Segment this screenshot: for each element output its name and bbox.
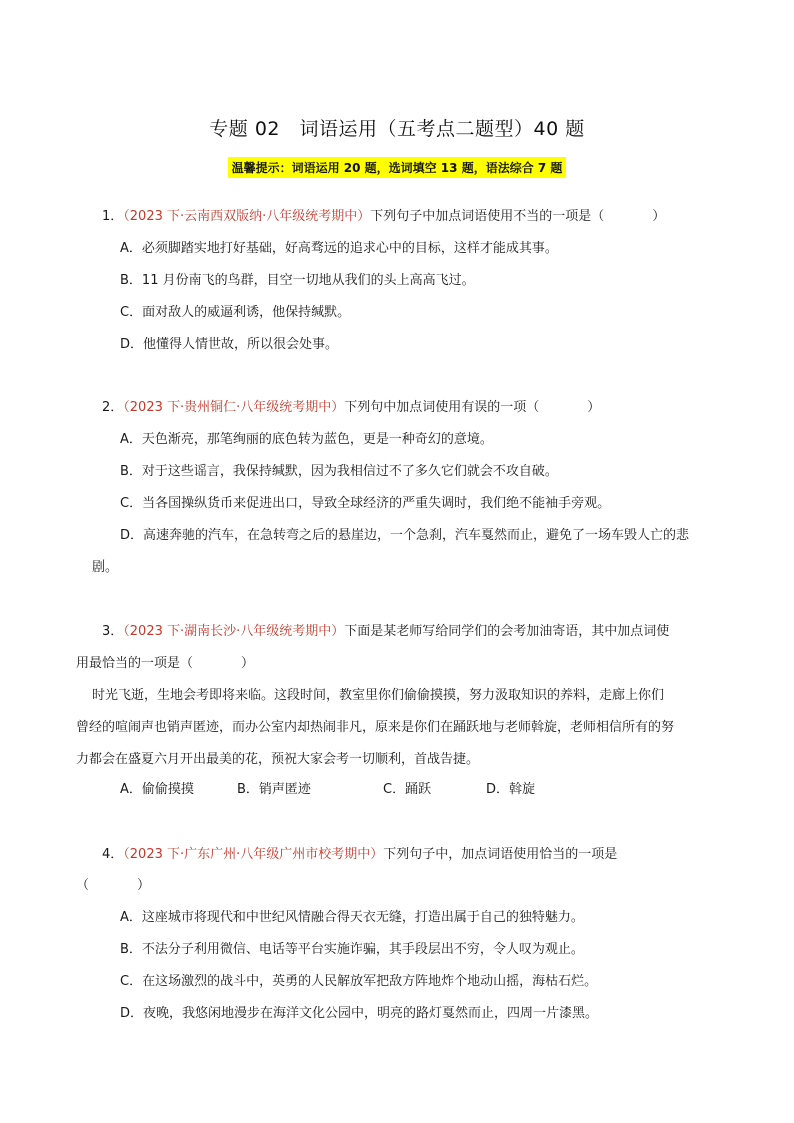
passage-line-3: 力都会在盛夏六月开出最美的花，预祝大家会考一切顺利，首战告捷。: [76, 752, 480, 767]
option-a: A．必须脚踏实地打好基础，好高骛远的追求心中的目标，这样才能成其事。: [120, 241, 558, 256]
question-source: （2023 下·湖南长沙·八年级统考期中）: [123, 624, 345, 639]
question-number: 4．: [102, 847, 124, 862]
option-d: D．他懂得人情世故，所以很会处事。: [120, 337, 339, 352]
question-number: 3．: [102, 624, 124, 639]
option-a: A．天色渐亮，那笔绚丽的底色转为蓝色，更是一种奇幻的意境。: [120, 432, 493, 447]
question-2-stem: [102, 398, 742, 418]
option-d: D．高速奔驰的汽车，在急转弯之后的悬崖边，一个急刹，汽车戛然而止，避免了一场车毁人亡的悲: [120, 528, 690, 543]
question-number: 2．: [102, 400, 124, 415]
tip-container: [0, 157, 794, 178]
question-text: 下列句子中加点词语使用不当的一项是（: [370, 209, 605, 224]
question-4-stem: [102, 845, 742, 865]
question-text: 下面是某老师写给同学们的会考加油寄语，其中加点词使: [344, 624, 670, 639]
option-d: D．斡旋: [486, 782, 536, 797]
tip-banner: 温馨提示：词语运用 20 题，选词填空 13 题，语法综合 7 题: [228, 157, 567, 178]
passage-line-1: 时光飞逝，生地会考即将来临。这段时间，教室里你们偷偷摸摸，努力汲取知识的养料，走廊上你们: [92, 688, 665, 703]
option-c: C．当各国操纵货币来促进出口，导致全球经济的严重失调时，我们绝不能袖手旁观。: [120, 496, 611, 511]
question-source: （2023 下·云南西双版纳·八年级统考期中）: [123, 209, 371, 224]
question-open: （: [76, 878, 90, 893]
option-a: A．偷偷摸摸: [120, 782, 194, 797]
question-number: 1．: [102, 209, 124, 224]
option-d-continued: 剧。: [92, 560, 119, 575]
option-b: B．11 月份南飞的鸟群，目空一切地从我们的头上高高飞过。: [120, 273, 475, 288]
page-title: 专题 02 词语运用（五考点二题型）40 题: [209, 118, 585, 140]
option-b: B．不法分子利用微信、电话等平台实施诈骗，其手段层出不穷，令人叹为观止。: [120, 942, 584, 957]
question-text: 下列句中加点词使用有误的一项（: [344, 400, 540, 415]
option-c: C．在这场激烈的战斗中，英勇的人民解放军把敌方阵地炸个地动山摇，海枯石烂。: [120, 974, 598, 989]
question-3-stem: [102, 622, 742, 642]
question-close: ）: [587, 400, 601, 415]
passage-line-2: 曾经的喧闹声也销声匿迹，而办公室内却热闹非凡，原来是你们在踊跃地与老师斡旋，老师相信所有的努: [76, 720, 675, 735]
option-b: B．对于这些谣言，我保持缄默，因为我相信过不了多久它们就会不攻自破。: [120, 464, 558, 479]
option-b: B．销声匿迹: [237, 782, 311, 797]
question-1-stem: [102, 207, 742, 227]
question-4-stem-continued: [76, 876, 736, 896]
option-a: A．这座城市将现代和中世纪风情融合得天衣无缝，打造出属于自己的独特魅力。: [120, 910, 584, 925]
question-text: 下列句子中，加点词语使用恰当的一项是: [383, 847, 618, 862]
question-close: ）: [241, 656, 255, 671]
question-source: （2023 下·贵州铜仁·八年级统考期中）: [123, 400, 345, 415]
option-c: C．踊跃: [383, 782, 432, 797]
question-close: ）: [137, 878, 151, 893]
question-source: （2023 下·广东广州·八年级广州市校考期中）: [123, 847, 384, 862]
option-c: C．面对敌人的威逼利诱，他保持缄默。: [120, 305, 351, 320]
question-close: ）: [652, 209, 666, 224]
question-3-stem-continued: [76, 654, 736, 674]
question-text: 用最恰当的一项是（: [76, 656, 194, 671]
option-d: D．夜晚，我悠闲地漫步在海洋文化公园中，明亮的路灯戛然而止，四周一片漆黑。: [120, 1006, 599, 1021]
